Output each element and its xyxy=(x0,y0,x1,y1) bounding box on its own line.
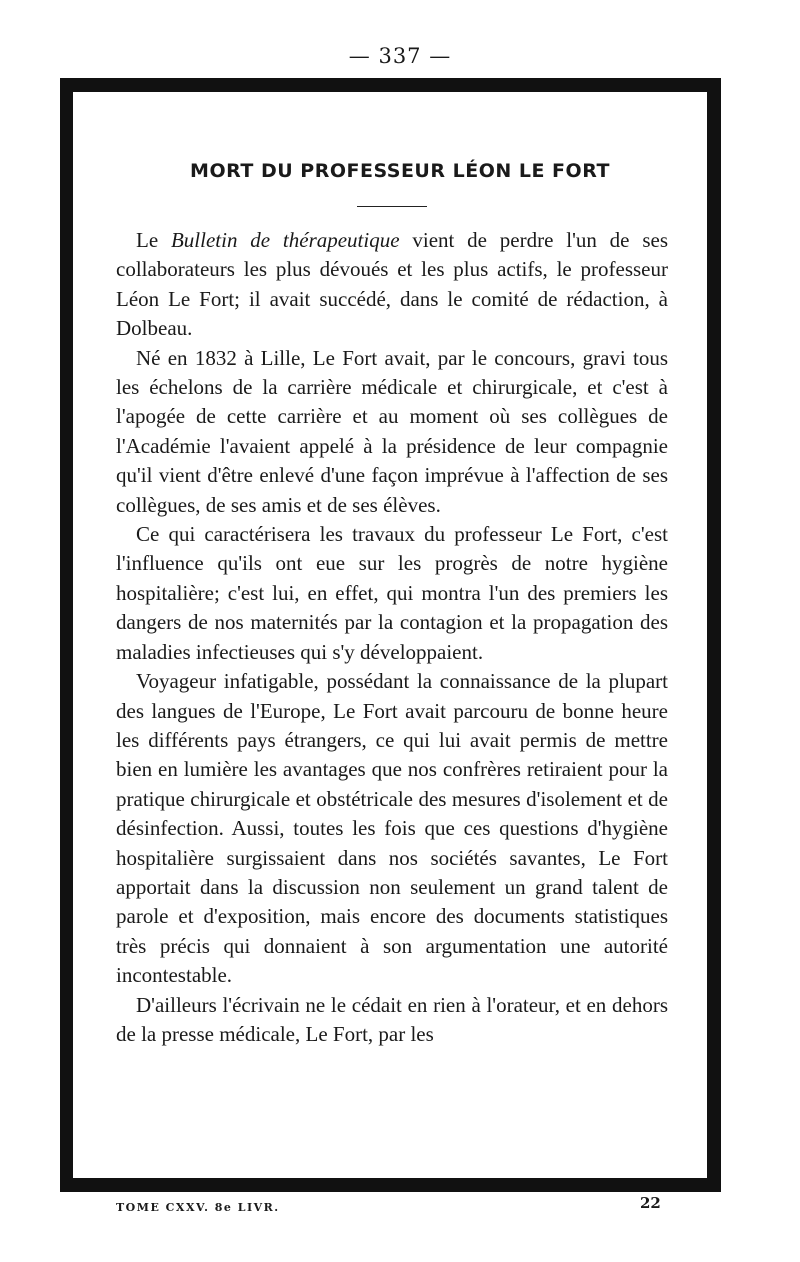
paragraph-5: D'ailleurs l'écrivain ne le cédait en rien à l'orateur, et en dehors de la presse médicale, Le Fort, par les xyxy=(116,992,668,1046)
paragraph-4: Voyageur infatigable, possédant la connaissance de la plupart des langues de l'Europe, Le Fort avait parcouru de bonne heure les différents pays étrangers, ce qui lui avait permis de mettre bien en lumière les avantages que nos confrères retiraient pour la pratique chirurgicale et obstétricale des mesures d'isolement et de désinfection. Aussi, toutes les fois que ces questions d'hygiène hospitalière surgissaient dans nos sociétés savantes, Le Fort apportait dans la discussion non seulement un grand talent de parole et d'exposition, mais encore des documents statistiques très précis qui donnaient à son argumentation une autorité incontestable. xyxy=(116,669,668,988)
paragraph-3: Ce qui caractérisera les travaux du professeur Le Fort, c'est l'influence qu'ils ont eue sur les progrès de notre hygiène hospitalière; c'est lui, en effet, qui montra l'un des premiers les dangers de nos maternités par la contagion et la propagation des maladies infectieuses qui s'y développaient. xyxy=(116,522,668,664)
page-number: — 337 — xyxy=(348,44,452,68)
article-body xyxy=(116,226,668,1049)
paragraph-1: Le Bulletin de thérapeutique vient de perdre l'un de ses collaborateurs les plus dévoués et les plus actifs, le professeur Léon Le Fort; il avait succédé, dans le comité de rédaction, à Dolbeau. xyxy=(116,228,668,341)
footer-signature: 22 xyxy=(640,1194,661,1212)
paragraph-2: Né en 1832 à Lille, Le Fort avait, par le concours, gravi tous les échelons de la carrière médicale et chirurgicale, et c'est à l'apogée de cette carrière et au moment où ses collègues de l'Académie l'avaient appelé à la présidence de leur compagnie qu'il vient d'être enlevé d'une façon imprévue à l'affection de ses collègues, de ses amis et de ses élèves. xyxy=(116,345,668,517)
footer-volume: TOME CXXV. 8e LIVR. xyxy=(116,1201,280,1214)
article-title: MORT DU PROFESSEUR LÉON LE FORT xyxy=(190,160,610,182)
journal-name: Bulletin de thérapeutique xyxy=(170,228,400,252)
title-rule xyxy=(357,206,427,207)
